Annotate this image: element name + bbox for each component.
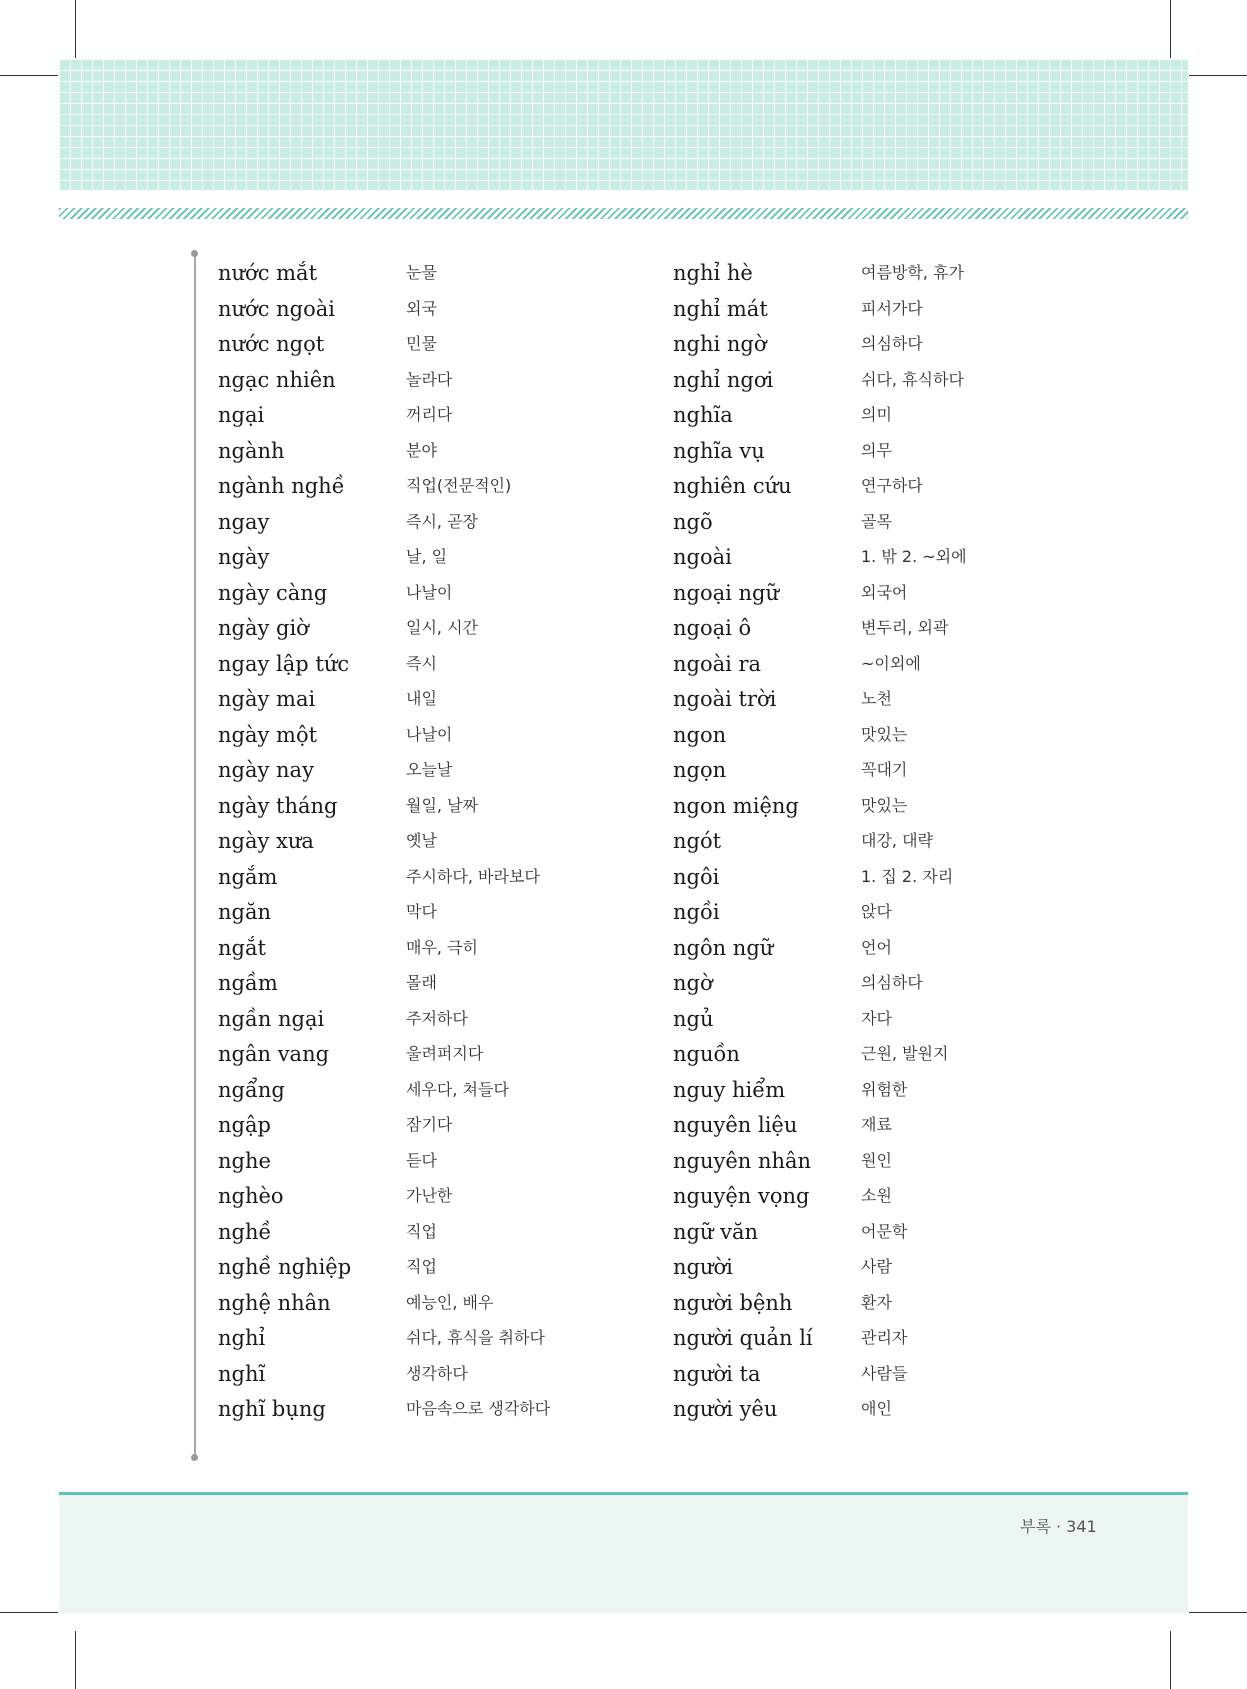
- vocab-entry: [218, 294, 638, 330]
- vocab-entry: [218, 1039, 638, 1075]
- vietnamese-word: ngập: [218, 1113, 271, 1137]
- footer-band: [59, 1495, 1188, 1613]
- vocab-entry: [673, 365, 1073, 401]
- vocab-entry: [673, 862, 1073, 898]
- vietnamese-word: ngon miệng: [673, 793, 799, 818]
- vietnamese-word: ngầm: [218, 971, 278, 995]
- korean-meaning: 생각하다: [406, 1363, 468, 1383]
- korean-meaning: 월일, 날짜: [406, 795, 478, 815]
- vocab-entry: [218, 365, 638, 401]
- vocab-entry: [673, 400, 1073, 436]
- korean-meaning: 맛있는: [861, 724, 908, 744]
- korean-meaning: 재료: [861, 1115, 892, 1134]
- vocab-entry: [218, 933, 638, 969]
- korean-meaning: 듣다: [406, 1150, 437, 1170]
- vocab-entry: [673, 1075, 1073, 1111]
- vietnamese-word: ngoại ô: [673, 616, 752, 640]
- vietnamese-word: ngành nghề: [218, 474, 345, 498]
- header-grid-band: [59, 59, 1188, 190]
- korean-meaning: 직업(전문적인): [406, 476, 512, 495]
- vocab-entry: [673, 755, 1073, 791]
- vocab-entry: [673, 613, 1073, 649]
- vocab-entry: [218, 542, 638, 578]
- header-stripe: [59, 208, 1188, 219]
- vietnamese-word: ngày tháng: [218, 793, 338, 818]
- vietnamese-word: ngờ: [673, 971, 713, 995]
- vocab-entry: [673, 968, 1073, 1004]
- vietnamese-word: ngày giờ: [218, 616, 309, 640]
- crop-mark: [0, 1612, 58, 1613]
- korean-meaning: 원인: [861, 1150, 892, 1170]
- korean-meaning: 노천: [861, 689, 892, 708]
- vietnamese-word: ngoại ngữ: [673, 580, 780, 605]
- korean-meaning: 의심하다: [861, 973, 923, 992]
- vocab-entry: [673, 436, 1073, 472]
- korean-meaning: 1. 밖 2. ~외에: [861, 547, 967, 566]
- vietnamese-word: ngôn ngữ: [673, 935, 774, 960]
- vietnamese-word: nước mắt: [218, 261, 318, 285]
- vocab-entry: [673, 1039, 1073, 1075]
- korean-meaning: 맛있는: [861, 795, 908, 815]
- vocab-entry: [218, 400, 638, 436]
- crop-mark: [1170, 0, 1171, 58]
- vocab-entry: [673, 933, 1073, 969]
- korean-meaning: 골목: [861, 511, 892, 531]
- vocab-entry: [218, 684, 638, 720]
- vocab-entry: [673, 1110, 1073, 1146]
- vocab-entry: [673, 1323, 1073, 1359]
- vietnamese-word: ngạc nhiên: [218, 367, 336, 392]
- vietnamese-word: ngôi: [673, 864, 720, 889]
- vocab-entry: [673, 684, 1073, 720]
- crop-mark: [75, 0, 76, 58]
- korean-meaning: 대강, 대략: [861, 831, 933, 850]
- vocab-entry: [218, 1075, 638, 1111]
- vertical-rule: [194, 253, 196, 1459]
- vietnamese-word: ngày một: [218, 722, 318, 747]
- vietnamese-word: nghỉ ngơi: [673, 367, 774, 392]
- korean-meaning: 즉시, 곧장: [406, 511, 478, 531]
- korean-meaning: 세우다, 쳐들다: [406, 1079, 509, 1099]
- vietnamese-word: nghỉ hè: [673, 261, 753, 285]
- vietnamese-word: nguyên liệu: [673, 1113, 798, 1137]
- vocab-entry: [673, 507, 1073, 543]
- vocab-entry: [218, 791, 638, 827]
- vocab-entry: [218, 1394, 638, 1430]
- vietnamese-word: ngon: [673, 722, 727, 747]
- vocab-entry: [218, 1004, 638, 1040]
- vietnamese-word: ngắt: [218, 935, 266, 960]
- korean-meaning: 애인: [861, 1399, 892, 1418]
- vietnamese-word: nghiên cứu: [673, 474, 792, 498]
- vietnamese-word: người yêu: [673, 1397, 778, 1421]
- vocab-entry: [218, 1359, 638, 1395]
- vocab-entry: [673, 294, 1073, 330]
- vietnamese-word: ngần ngại: [218, 1006, 325, 1031]
- korean-meaning: 근원, 발원지: [861, 1044, 949, 1063]
- korean-meaning: 몰래: [406, 973, 437, 992]
- vietnamese-word: nghệ nhân: [218, 1290, 331, 1315]
- page-number: 부록 · 341: [1020, 1517, 1097, 1536]
- vietnamese-word: ngoài: [673, 545, 732, 569]
- korean-meaning: 쉬다, 휴식을 취하다: [406, 1328, 545, 1347]
- korean-meaning: ~이외에: [861, 653, 921, 673]
- korean-meaning: 앉다: [861, 902, 892, 921]
- vietnamese-word: nghĩ: [218, 1361, 266, 1386]
- vietnamese-word: nghĩ bụng: [218, 1397, 326, 1421]
- vocab-entry: [673, 1004, 1073, 1040]
- vietnamese-word: ngày mai: [218, 687, 316, 711]
- vocab-entry: [218, 578, 638, 614]
- korean-meaning: 민물: [406, 334, 437, 353]
- vietnamese-word: ngay: [218, 509, 270, 534]
- vietnamese-word: ngọn: [673, 758, 727, 782]
- korean-meaning: 관리자: [861, 1328, 908, 1347]
- korean-meaning: 잠기다: [406, 1115, 453, 1134]
- vietnamese-word: nghi ngờ: [673, 332, 767, 356]
- vocab-entry: [218, 258, 638, 294]
- rule-dot-bottom: [191, 1454, 198, 1461]
- korean-meaning: 나날이: [406, 582, 453, 602]
- korean-meaning: 울려퍼지다: [406, 1044, 484, 1063]
- vietnamese-word: nghỉ mát: [673, 296, 768, 321]
- korean-meaning: 어문학: [861, 1221, 908, 1241]
- vietnamese-word: nghĩa vụ: [673, 438, 765, 463]
- vocab-column-left: [218, 258, 638, 1430]
- korean-meaning: 사람: [861, 1257, 892, 1276]
- vocab-entry: [673, 542, 1073, 578]
- vietnamese-word: nghỉ: [218, 1326, 266, 1350]
- vietnamese-word: nghề nghiệp: [218, 1255, 352, 1279]
- korean-meaning: 외국: [406, 298, 437, 318]
- vocab-entry: [218, 755, 638, 791]
- vocab-entry: [673, 1217, 1073, 1253]
- vietnamese-word: ngân vang: [218, 1042, 330, 1066]
- vocab-entry: [218, 1323, 638, 1359]
- korean-meaning: 일시, 시간: [406, 618, 478, 637]
- vietnamese-word: ngoài trời: [673, 687, 777, 711]
- korean-meaning: 날, 일: [406, 547, 448, 566]
- crop-mark: [0, 75, 58, 76]
- vocab-entry: [673, 329, 1073, 365]
- vocab-entry: [218, 897, 638, 933]
- vietnamese-word: nước ngọt: [218, 332, 325, 356]
- vietnamese-word: nghĩa: [673, 403, 733, 427]
- vocab-entry: [218, 1288, 638, 1324]
- vietnamese-word: người quản lí: [673, 1326, 813, 1350]
- korean-meaning: 나날이: [406, 724, 453, 744]
- korean-meaning: 피서가다: [861, 298, 923, 318]
- crop-mark: [1189, 1612, 1247, 1613]
- korean-meaning: 외국어: [861, 582, 908, 602]
- korean-meaning: 소원: [861, 1186, 892, 1205]
- vocab-entry: [218, 1181, 638, 1217]
- vietnamese-word: ngày càng: [218, 580, 328, 605]
- vocab-entry: [218, 826, 638, 862]
- vocab-entry: [218, 507, 638, 543]
- korean-meaning: 직업: [406, 1221, 437, 1241]
- vietnamese-word: ngày xưa: [218, 829, 314, 853]
- korean-meaning: 주저하다: [406, 1008, 468, 1028]
- korean-meaning: 마음속으로 생각하다: [406, 1399, 551, 1418]
- vietnamese-word: ngày: [218, 545, 270, 569]
- rule-dot-top: [191, 250, 198, 257]
- vocab-entry: [218, 436, 638, 472]
- korean-meaning: 쉬다, 휴식하다: [861, 369, 964, 389]
- vocab-entry: [218, 720, 638, 756]
- korean-meaning: 의무: [861, 440, 892, 460]
- vietnamese-word: ngành: [218, 438, 285, 463]
- korean-meaning: 꺼리다: [406, 405, 453, 424]
- korean-meaning: 예능인, 배우: [406, 1292, 494, 1312]
- korean-meaning: 가난한: [406, 1186, 453, 1205]
- korean-meaning: 즉시: [406, 653, 437, 673]
- vocab-entry: [673, 1288, 1073, 1324]
- vocab-entry: [673, 791, 1073, 827]
- crop-mark: [75, 1631, 76, 1689]
- crop-mark: [1189, 75, 1247, 76]
- korean-meaning: 직업: [406, 1257, 437, 1276]
- vietnamese-word: người ta: [673, 1361, 761, 1386]
- vietnamese-word: ngày nay: [218, 758, 314, 782]
- vietnamese-word: nghèo: [218, 1184, 284, 1208]
- vocab-column-right: [673, 258, 1073, 1430]
- vietnamese-word: nguy hiểm: [673, 1077, 786, 1102]
- vocab-entry: [673, 1146, 1073, 1182]
- vietnamese-word: ngữ văn: [673, 1219, 759, 1244]
- vietnamese-word: nguồn: [673, 1042, 740, 1066]
- korean-meaning: 놀라다: [406, 369, 453, 389]
- korean-meaning: 1. 집 2. 자리: [861, 866, 954, 886]
- vietnamese-word: nước ngoài: [218, 296, 335, 321]
- vietnamese-word: ngót: [673, 829, 722, 853]
- korean-meaning: 사람들: [861, 1363, 908, 1383]
- vietnamese-word: người bệnh: [673, 1290, 793, 1315]
- vocab-entry: [673, 1252, 1073, 1288]
- korean-meaning: 언어: [861, 937, 892, 957]
- korean-meaning: 내일: [406, 689, 437, 708]
- vocab-entry: [218, 1110, 638, 1146]
- vietnamese-word: ngay lập tức: [218, 651, 350, 676]
- vietnamese-word: nguyện vọng: [673, 1184, 810, 1208]
- vocab-entry: [218, 1217, 638, 1253]
- korean-meaning: 막다: [406, 902, 437, 921]
- vocab-entry: [673, 1181, 1073, 1217]
- vietnamese-word: ngắm: [218, 864, 278, 889]
- vietnamese-word: ngõ: [673, 509, 713, 534]
- vocab-entry: [673, 649, 1073, 685]
- vocab-entry: [218, 1252, 638, 1288]
- vocab-entry: [218, 1146, 638, 1182]
- korean-meaning: 분야: [406, 440, 437, 460]
- crop-mark: [1170, 1631, 1171, 1689]
- vocab-entry: [673, 897, 1073, 933]
- korean-meaning: 오늘날: [406, 760, 453, 779]
- korean-meaning: 의심하다: [861, 334, 923, 353]
- korean-meaning: 주시하다, 바라보다: [406, 866, 540, 886]
- korean-meaning: 옛날: [406, 831, 437, 850]
- vocab-entry: [673, 471, 1073, 507]
- vietnamese-word: nghề: [218, 1219, 272, 1244]
- vietnamese-word: nguyên nhân: [673, 1148, 812, 1173]
- vocab-entry: [218, 613, 638, 649]
- vocab-entry: [673, 1394, 1073, 1430]
- vocab-entry: [673, 720, 1073, 756]
- vocab-entry: [218, 649, 638, 685]
- vocab-entry: [218, 862, 638, 898]
- vietnamese-word: người: [673, 1255, 733, 1279]
- korean-meaning: 연구하다: [861, 476, 923, 495]
- vietnamese-word: ngẩng: [218, 1077, 285, 1102]
- vietnamese-word: nghe: [218, 1148, 271, 1173]
- korean-meaning: 자다: [861, 1008, 892, 1028]
- korean-meaning: 여름방학, 휴가: [861, 263, 964, 282]
- vocab-entry: [218, 329, 638, 365]
- vietnamese-word: ngủ: [673, 1006, 714, 1031]
- vocab-entry: [218, 471, 638, 507]
- korean-meaning: 꼭대기: [861, 760, 908, 779]
- vocab-entry: [673, 826, 1073, 862]
- vocab-entry: [673, 1359, 1073, 1395]
- vocab-entry: [673, 258, 1073, 294]
- korean-meaning: 환자: [861, 1292, 892, 1312]
- vietnamese-word: ngoài ra: [673, 651, 762, 676]
- vietnamese-word: ngăn: [218, 900, 272, 924]
- korean-meaning: 매우, 극히: [406, 937, 478, 957]
- vocab-entry: [218, 968, 638, 1004]
- korean-meaning: 눈물: [406, 263, 437, 282]
- vocab-entry: [673, 578, 1073, 614]
- korean-meaning: 변두리, 외곽: [861, 618, 949, 637]
- vietnamese-word: ngồi: [673, 900, 720, 924]
- korean-meaning: 의미: [861, 405, 892, 424]
- vietnamese-word: ngại: [218, 403, 265, 427]
- korean-meaning: 위험한: [861, 1079, 908, 1099]
